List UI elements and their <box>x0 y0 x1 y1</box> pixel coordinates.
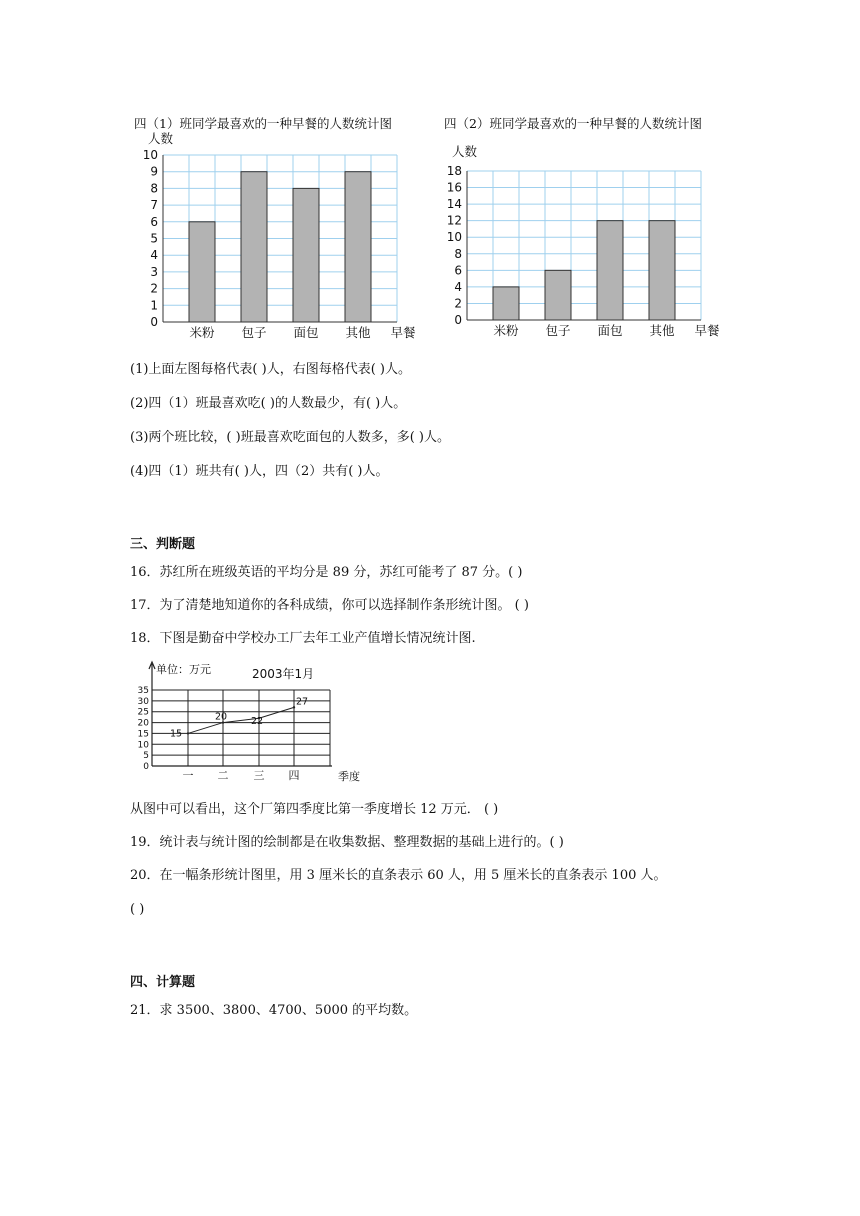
question-19: 19．统计表与统计图的绘制都是在收集数据、整理数据的基础上进行的。( ) <box>130 835 564 850</box>
chart1-ytick-label: 1 <box>150 298 158 313</box>
chart3-category-label: 一 <box>182 769 194 782</box>
chart2-title: 四（2）班同学最喜欢的一种早餐的人数统计图 <box>444 116 702 131</box>
chart3-ytick-label: 35 <box>137 686 149 696</box>
chart3-ytick-label: 5 <box>143 751 149 762</box>
section4-heading: 四、计算题 <box>130 975 196 990</box>
chart3-ytick-label: 20 <box>137 718 149 729</box>
chart3-ytick-label: 15 <box>137 729 149 740</box>
chart1-title: 四（1）班同学最喜欢的一种早餐的人数统计图 <box>134 116 392 131</box>
chart1-category-label: 面包 <box>293 325 319 340</box>
chart3-category-label: 二 <box>217 769 229 782</box>
chart1-xlabel: 早餐 <box>390 325 416 340</box>
chart1-ylabel: 人数 <box>148 131 174 146</box>
question-3: (3)两个班比较，( )班最喜欢吃面包的人数多，多( )人。 <box>130 430 450 445</box>
chart1-category-label: 米粉 <box>189 325 215 340</box>
question-20: 20．在一幅条形统计图里，用 3 厘米长的直条表示 60 人，用 5 厘米长的直条表示 100 人。 <box>130 868 667 883</box>
chart1-category-label: 包子 <box>241 325 267 340</box>
chart2-ytick-label: 2 <box>454 296 462 311</box>
chart3-point <box>187 732 189 734</box>
chart3-data-label: 27 <box>296 696 309 708</box>
question-2: (2)四（1）班最喜欢吃( )的人数最少，有( )人。 <box>130 396 407 411</box>
chart2-category-label: 面包 <box>597 323 623 338</box>
chart1-ytick-label: 0 <box>150 315 158 329</box>
chart2-category-label: 其他 <box>649 323 675 338</box>
chart2-ytick-label: 6 <box>454 263 462 278</box>
section3-heading: 三、判断题 <box>130 537 196 552</box>
chart2-ytick-label: 16 <box>446 180 462 195</box>
chart2-ytick-label: 4 <box>454 279 462 294</box>
chart3-data-label: 20 <box>215 711 228 723</box>
chart2-ylabel: 人数 <box>452 144 478 159</box>
question-16: 16．苏红所在班级英语的平均分是 89 分，苏红可能考了 87 分。( ) <box>130 565 523 580</box>
chart1-ytick-label: 6 <box>150 214 158 229</box>
chart1-ytick-label: 9 <box>150 164 158 179</box>
question-18: 18．下图是勤奋中学校办工厂去年工业产值增长情况统计图. <box>130 631 476 646</box>
chart1-ytick-label: 10 <box>142 148 158 162</box>
chart3-ytick-label: 25 <box>137 707 149 718</box>
question-17: 17．为了清楚地知道你的各科成绩，你可以选择制作条形统计图。 ( ) <box>130 598 529 613</box>
chart2-ytick-label: 8 <box>454 246 462 261</box>
question-4: (4)四（1）班共有( )人，四（2）共有( )人。 <box>130 464 389 479</box>
chart3-title: 2003年1月 <box>252 667 315 681</box>
chart1-ytick-label: 2 <box>150 281 158 296</box>
chart2-ytick-label: 0 <box>454 313 462 327</box>
chart2-category-label: 米粉 <box>493 323 519 338</box>
chart1-ytick-label: 7 <box>150 198 158 213</box>
chart2-ytick-label: 18 <box>446 164 462 178</box>
chart1-ytick-label: 4 <box>150 248 158 263</box>
chart1-category-label: 其他 <box>345 325 371 340</box>
chart2-ytick-label: 10 <box>446 230 462 245</box>
chart2-category-label: 包子 <box>545 323 571 338</box>
chart2-ytick-label: 14 <box>446 197 462 212</box>
question-1: (1)上面左图每格代表( )人，右图每格代表( )人。 <box>130 362 411 377</box>
question-18-statement: 从图中可以看出，这个厂第四季度比第一季度增长 12 万元． ( ) <box>130 802 499 817</box>
chart3-xlabel: 季度 <box>338 770 360 783</box>
chart3-category-label: 三 <box>253 769 265 782</box>
chart3-ytick-label: 30 <box>137 696 149 707</box>
chart2-xlabel: 早餐 <box>694 323 720 338</box>
chart3-point <box>293 706 295 708</box>
chart1-ytick-label: 3 <box>150 264 158 279</box>
chart3-ytick-label: 0 <box>143 762 149 772</box>
chart3-data-label: 22 <box>251 716 264 728</box>
chart3-ylabel: 单位：万元 <box>156 663 211 676</box>
question-20-answer: ( ) <box>130 902 145 917</box>
chart3-data-label: 15 <box>170 728 183 740</box>
chart3-category-label: 四 <box>288 769 300 782</box>
question-21: 21．求 3500、3800、4700、5000 的平均数。 <box>130 1003 418 1018</box>
chart2-ytick-label: 12 <box>446 213 462 228</box>
chart3-ytick-label: 10 <box>137 740 149 751</box>
chart1-ytick-label: 5 <box>150 231 158 246</box>
chart1-ytick-label: 8 <box>150 181 158 196</box>
